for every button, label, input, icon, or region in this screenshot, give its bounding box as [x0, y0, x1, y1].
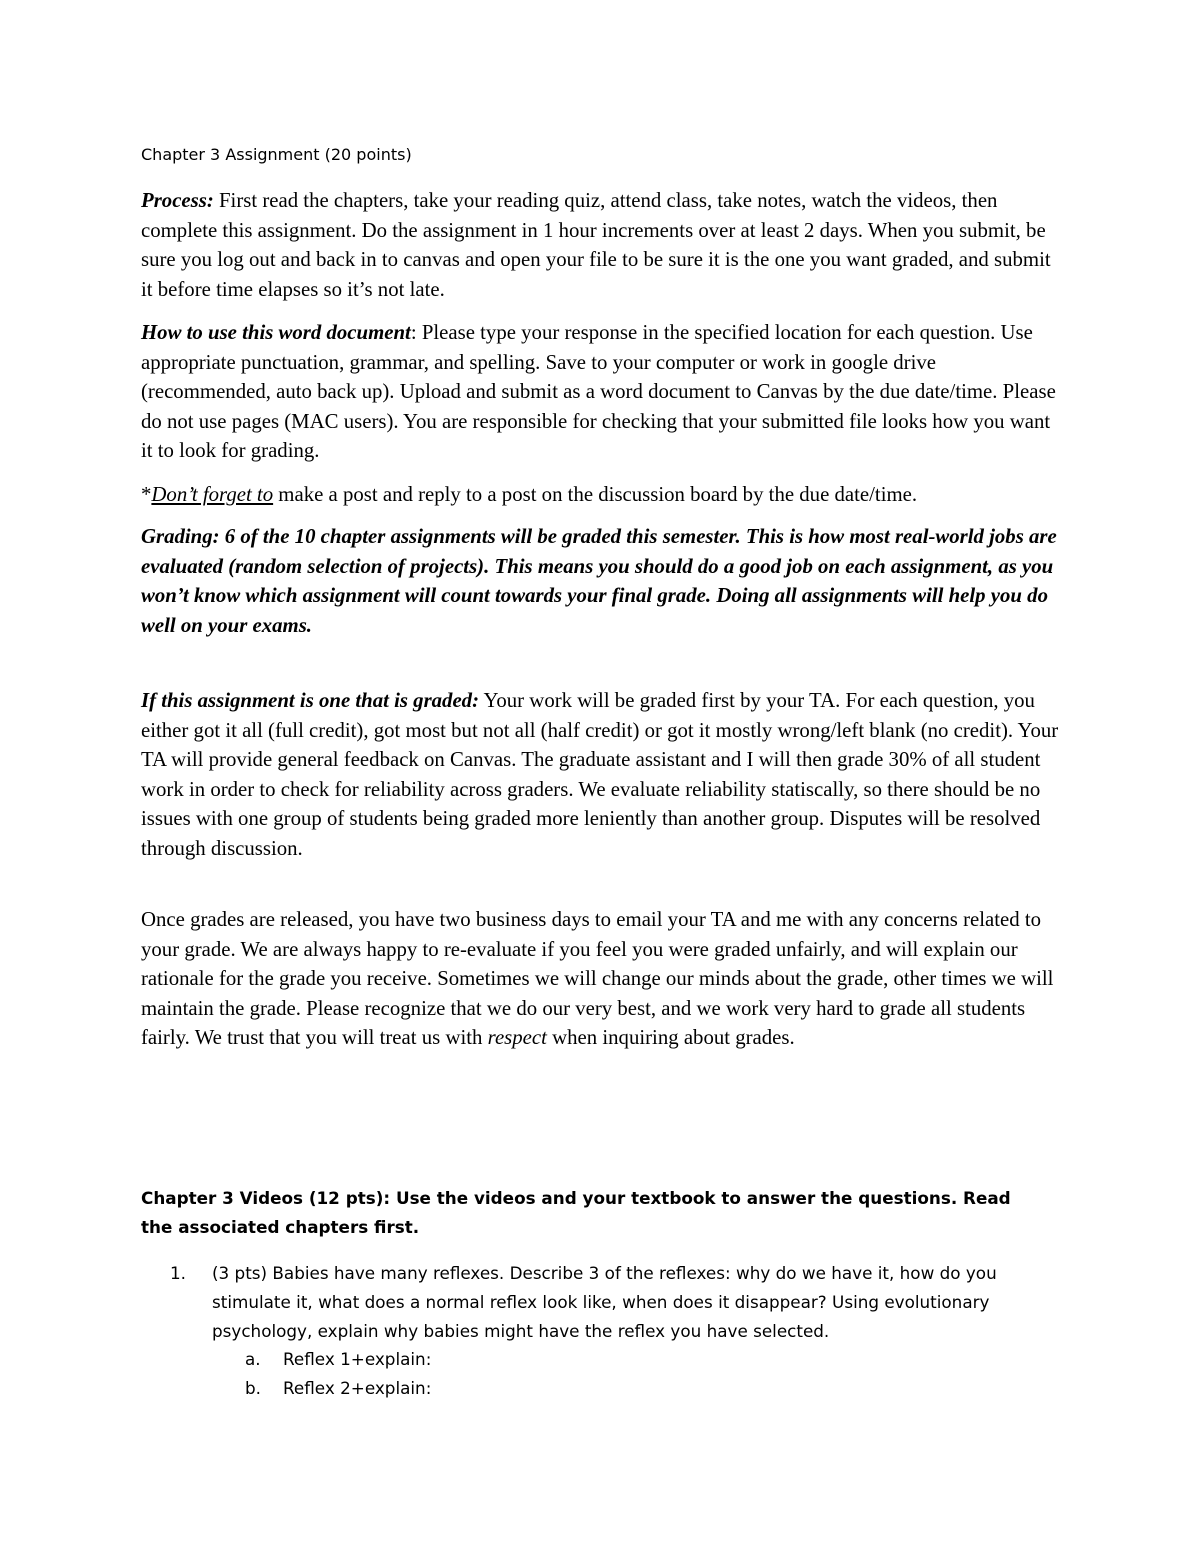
reminder-text: make a post and reply to a post on the discussion board by the due date/time.	[273, 483, 918, 506]
grading-paragraph: Grading: 6 of the 10 chapter assignments will be graded this semester. This is how most real-world jobs are evaluated (random selection of projects). This means you should do a good job on each assignment, as you won’t know which assignment will count towards your final grade. Doing all assignments will help you do well on your exams.	[141, 525, 1057, 637]
assignment-title: Chapter 3 Assignment (20 points)	[141, 145, 412, 164]
question-number: 1.	[170, 1263, 187, 1283]
once-released-tail: when inquiring about grades.	[546, 1026, 795, 1050]
subitem-text: Reflex 2+explain:	[283, 1378, 432, 1398]
reminder-paragraph	[141, 480, 1061, 510]
if-graded-label: If this assignment is one that is graded:	[141, 689, 480, 712]
reminder-underlined: Don’t forget to	[151, 483, 274, 506]
process-text: First read the chapters, take your reading quiz, attend class, take notes, watch the videos, then complete this assignment. Do the assignment in 1 hour increments over at least 2 days. When you submit, be sure you log out and back in to canvas and open your file to be sure it is the one you want graded, and submit it before time elapses so it’s not late.	[141, 189, 1051, 301]
reminder-prefix: *	[141, 483, 152, 506]
how-to-use-text: : Please type your response in the specified location for each question. Use appropriate punctuation, grammar, and spelling. Save to your computer or work in google drive (recommended, auto back up). Upload and submit as a word document to Canvas by the due date/time. Please do not use pages (MAC users). You are responsible for checking that your submitted file looks how you want it to look for grading.	[141, 321, 1056, 463]
if-graded-paragraph	[141, 686, 1061, 864]
how-to-use-paragraph	[141, 318, 1061, 466]
subitem-text: Reflex 1+explain:	[283, 1349, 432, 1369]
subitem-letter: b.	[245, 1378, 261, 1398]
once-released-text: Once grades are released, you have two business days to email your TA and me with any concerns related to your grade. We are always happy to re-evaluate if you feel you were graded unfairly, and will explain our rationale for the grade you receive. Sometimes we will change our minds about the grade, other times we will maintain the grade. Please recognize that we do our very best, and we work very hard to grade all students fairly. We trust that you will treat us with	[141, 908, 1054, 1050]
respect-word: respect	[487, 1026, 547, 1050]
subitem-reflex-1	[245, 1345, 431, 1374]
once-released-paragraph	[141, 905, 1061, 1053]
how-to-use-label: How to use this word document	[141, 321, 411, 344]
question-text: (3 pts) Babies have many reflexes. Describe 3 of the reflexes: why do we have it, how do you stimulate it, what does a normal reflex look like, when does it disappear? Using evolutionary psychology, explain why babies might have the reflex you have selected.	[212, 1263, 997, 1341]
videos-section-heading: Chapter 3 Videos (12 pts): Use the videos and your textbook to answer the questions. Read the associated chapters first.	[141, 1188, 1011, 1237]
subitem-letter: a.	[245, 1349, 261, 1369]
subitem-reflex-2	[245, 1374, 431, 1403]
process-paragraph	[141, 186, 1061, 304]
process-label: Process:	[141, 189, 214, 212]
if-graded-text: Your work will be graded first by your TA. For each question, you either got it all (full credit), got most but not all (half credit) or got it mostly wrong/left blank (no credit). Your TA will provide general feedback on Canvas. The graduate assistant and I will then grade 30% of all student work in order to check for reliability across graders. We evaluate reliability statiscally, so there should be no issues with one group of students being graded more leniently than another group. Disputes will be resolved through discussion.	[141, 689, 1059, 860]
